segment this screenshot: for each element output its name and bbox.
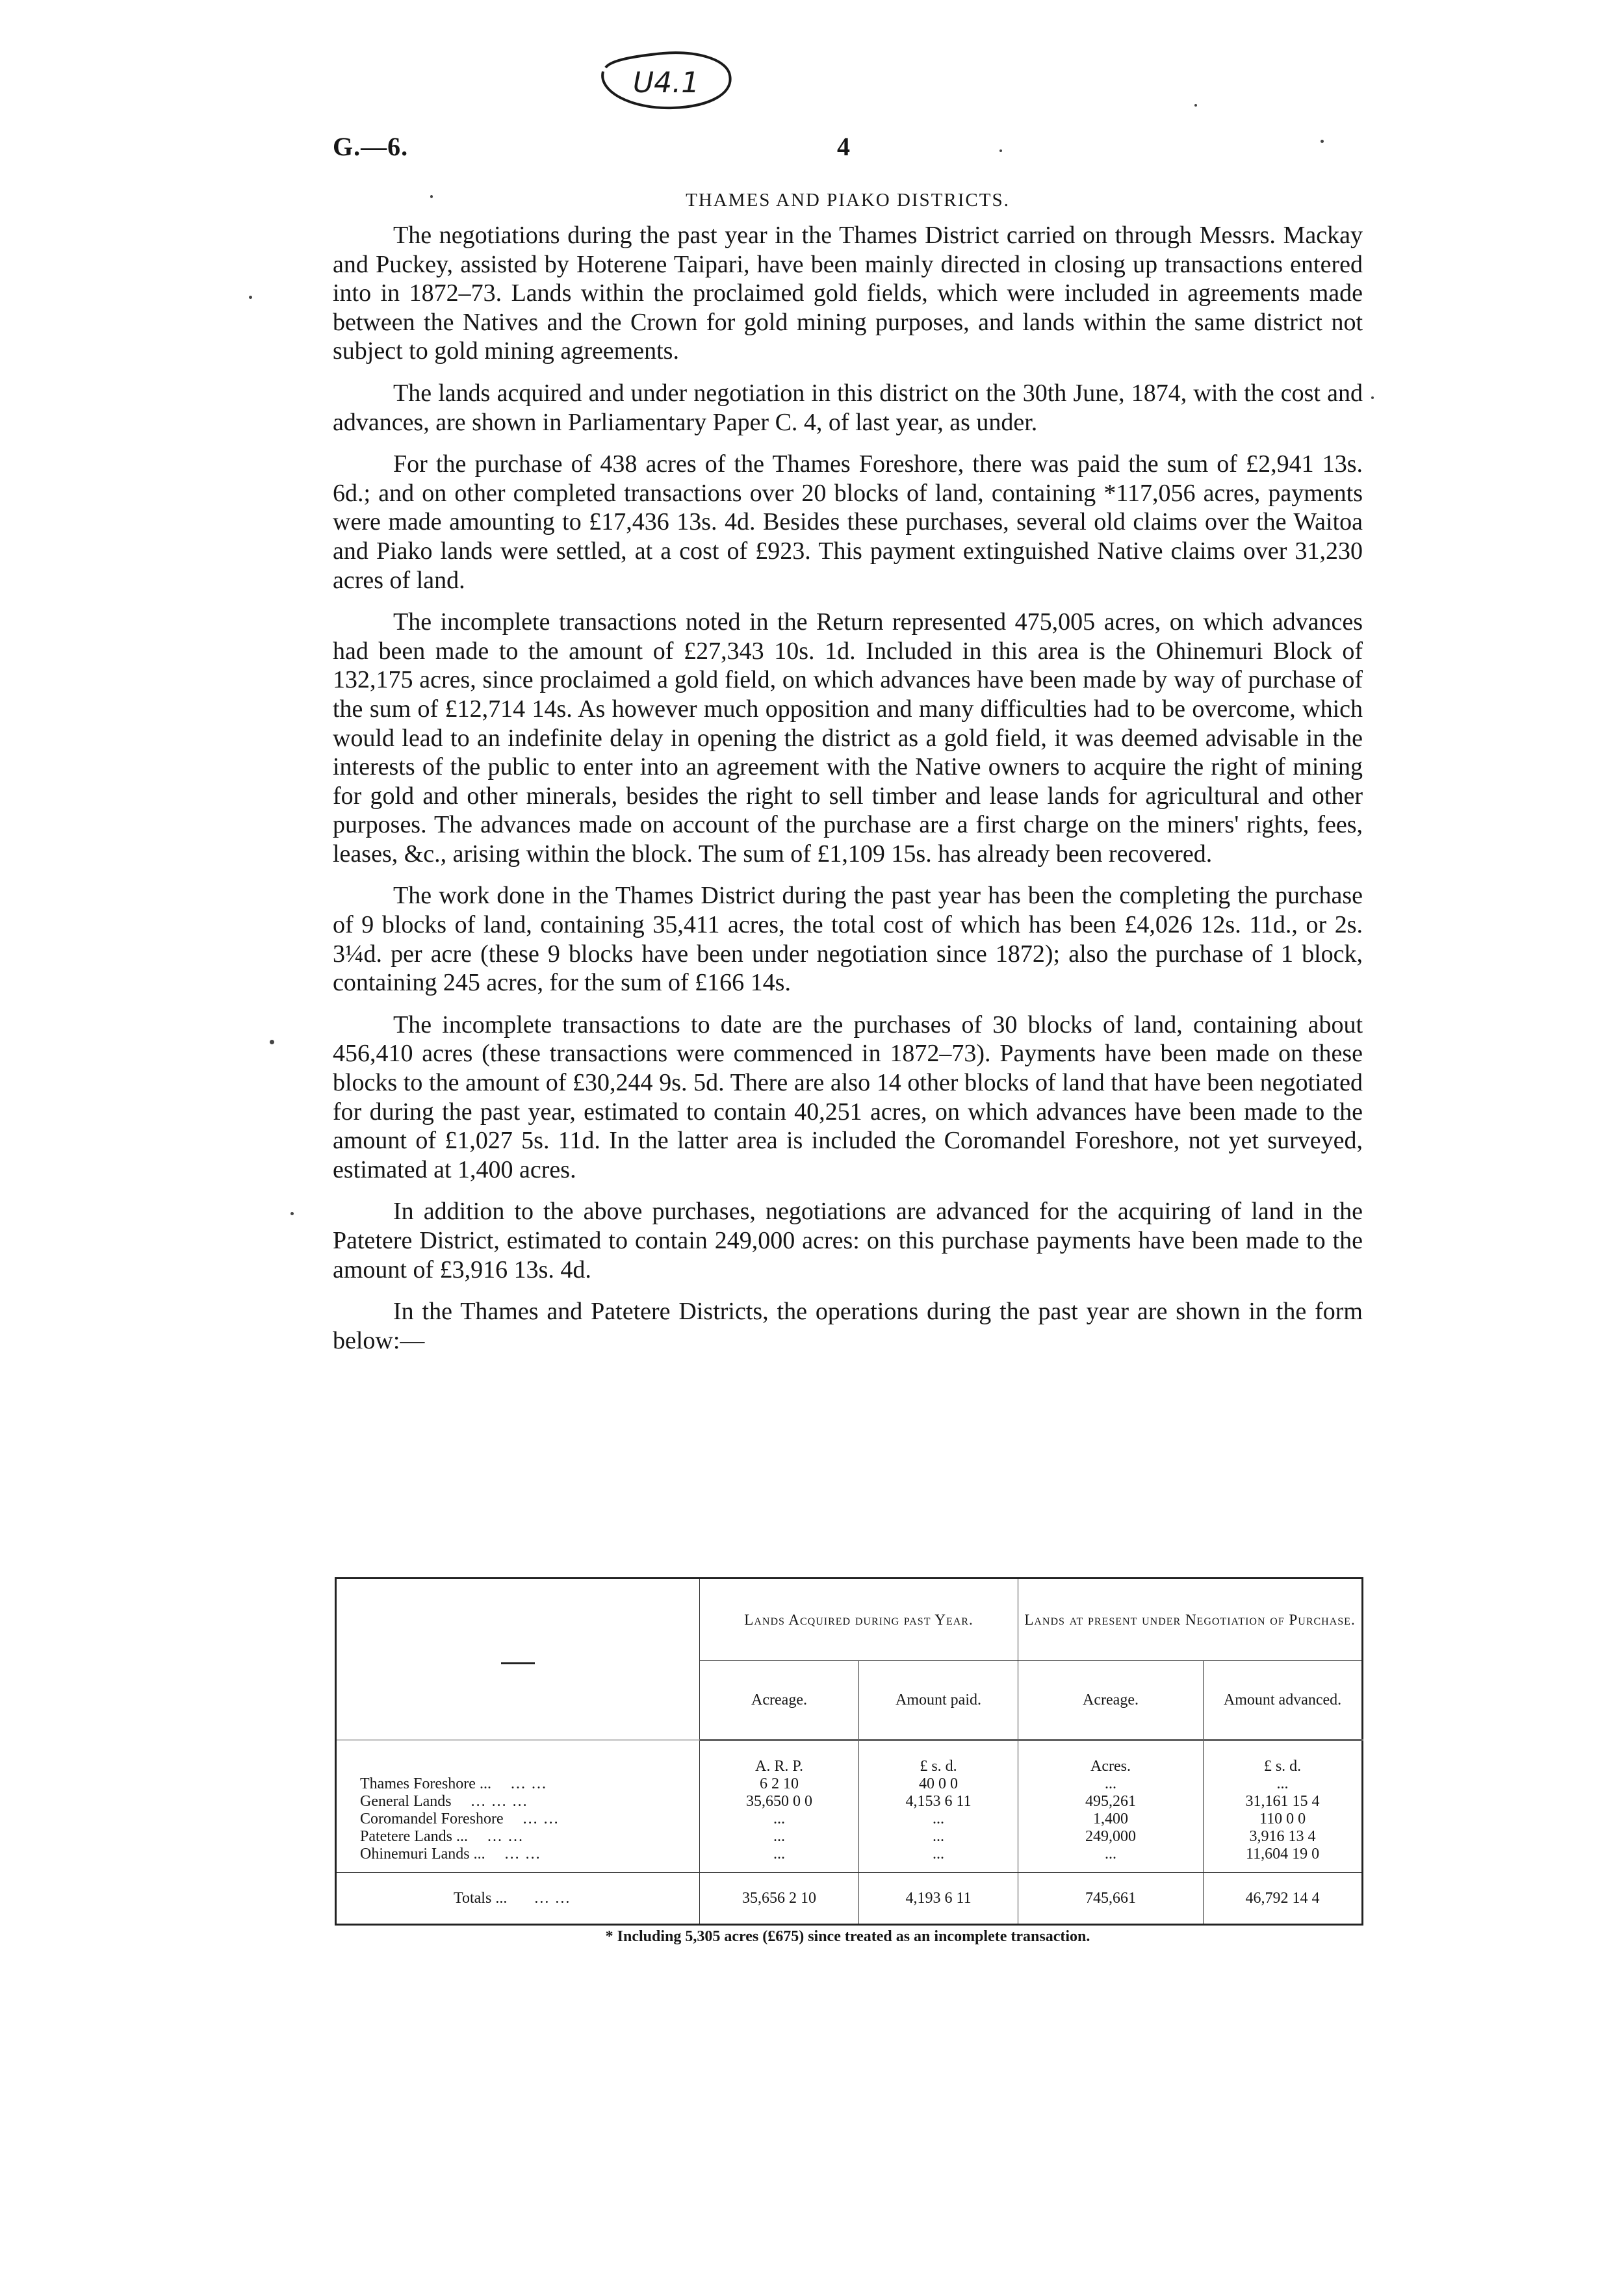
leader-dots: ... ... [504, 1846, 541, 1862]
amount-advanced-cell: 11,604 19 0 [1204, 1846, 1363, 1873]
paragraph: The incomplete transactions noted in the Return represented 475,005 acres, on which advances had been made to the amount of £27,343 10s. 1d. Included in this area is the Ohinemuri Block of 132,175 acres, since proclaimed a gold field, on which advances have been made by way of purchase of the sum of £12,714 14s. As however much opposition and many difficulties had to be overcome, which would lead to an indefinite delay in opening the district as a gold field, it was deemed advisable in the interests of the public to enter into an agreement with the Native owners to acquire the right of mining for gold and other minerals, besides the right to sell timber and lease lands for agricultural and other purposes. The advances made on account of the purchase are a first charge on the miners' rights, fees, leases, &c., arising within the block. The sum of £1,109 15s. has already been recovered. [333, 608, 1363, 868]
paragraph: The negotiations during the past year in the Thames District carried on through Messrs. Mackay and Puckey, assisted by Hoterene Taipari, have been mainly directed in closing up transactions entered into in 1872–73. Lands within the proclaimed gold fields, which were included in agreements made between the Natives and the Crown for gold mining purposes, and lands within the same district not subject to gold mining agreements. [333, 222, 1363, 365]
table-totals-row [336, 1873, 1363, 1925]
scan-speck [1194, 104, 1197, 107]
acreage-negotiation-cell: ... [1018, 1846, 1204, 1873]
column-header: Acreage. [1018, 1661, 1204, 1740]
column-header: Amount advanced. [1204, 1661, 1363, 1740]
scan-speck [270, 1040, 274, 1044]
acreage-negotiation-cell: 249,000 [1018, 1828, 1204, 1846]
leader-dots: ... ... [510, 1775, 547, 1792]
group-header-negotiation: Lands at present under Negotiation of Purchase. [1018, 1579, 1363, 1661]
row-label: Patetere Lands ... [360, 1828, 468, 1845]
amount-advanced-cell: 110 0 0 [1204, 1811, 1363, 1828]
operations-table [335, 1577, 1363, 1926]
scan-speck [1321, 140, 1324, 143]
row-label: Ohinemuri Lands ... [360, 1846, 485, 1862]
leader-dots: ... ... ... [470, 1793, 528, 1810]
leader-dots: ... ... [487, 1828, 524, 1845]
table-row [336, 1811, 1363, 1828]
scan-speck [430, 195, 433, 198]
amount-paid-cell: ... [859, 1846, 1018, 1873]
unit-label: £ s. d. [1204, 1740, 1363, 1776]
page-number: 4 [837, 132, 850, 161]
body-text [333, 221, 1363, 1368]
paragraph: In the Thames and Patetere Districts, the operations during the past year are shown in the form below:— [333, 1298, 1363, 1354]
empty-cell [336, 1740, 700, 1776]
table-row [336, 1775, 1363, 1793]
svg-text:U4.1: U4.1 [632, 66, 700, 99]
document-reference: G.—6. [333, 132, 409, 161]
totals-label: Totals ... [454, 1889, 508, 1907]
paragraph: The lands acquired and under negotiation in this district on the 30th June, 1874, with the cost and advances, are shown in Parliamentary Paper C. 4, of last year, as under. [333, 379, 1363, 436]
leader-dots: ... ... [534, 1889, 571, 1907]
paragraph: For the purchase of 438 acres of the Thames Foreshore, there was paid the sum of £2,941 13s. 6d.; and on other completed transactions over 20 blocks of land, containing *117,056 acres, payments were made amounting to £17,436 13s. 4d. Besides these purchases, several old claims over the Waitoa and Piako lands were settled, at a cost of £923. This payment extinguished Native claims over 31,230 acres of land. [333, 450, 1363, 594]
amount-paid-cell: ... [859, 1828, 1018, 1846]
table-corner-cell [336, 1579, 700, 1740]
total-acreage-negotiation: 745,661 [1018, 1873, 1204, 1925]
dash-mark [501, 1662, 535, 1664]
row-label: Thames Foreshore ... [360, 1775, 491, 1792]
acreage-acquired-cell: ... [700, 1828, 859, 1846]
unit-label: £ s. d. [859, 1740, 1018, 1776]
acreage-acquired-cell: ... [700, 1811, 859, 1828]
acreage-acquired-cell: 6 2 10 [700, 1775, 859, 1793]
amount-advanced-cell: 31,161 15 4 [1204, 1793, 1363, 1811]
amount-paid-cell: 40 0 0 [859, 1775, 1018, 1793]
row-label: Coromandel Foreshore [360, 1811, 504, 1827]
total-amount-paid: 4,193 6 11 [859, 1873, 1018, 1925]
table-row [336, 1846, 1363, 1873]
scan-speck [290, 1212, 294, 1215]
amount-paid-cell: 4,153 6 11 [859, 1793, 1018, 1811]
section-title: THAMES AND PIAKO DISTRICTS. [686, 190, 1010, 211]
table-units-row [336, 1740, 1363, 1776]
acreage-negotiation-cell: 1,400 [1018, 1811, 1204, 1828]
table-group-header-row [336, 1579, 1363, 1661]
paragraph: The incomplete transactions to date are the purchases of 30 blocks of land, containing about 456,410 acres (these transactions were commenced in 1872–73). Payments have been made on these blocks to the amount of £30,244 9s. 5d. There are also 14 other blocks of land that have been negotiated for during the past year, estimated to contain 40,251 acres, on which advances have been made to the amount of £1,027 5s. 11d. In the latter area is included the Coromandel Foreshore, not yet surveyed, estimated at 1,400 acres. [333, 1011, 1363, 1183]
column-header: Amount paid. [859, 1661, 1018, 1740]
group-header-acquired: Lands Acquired during past Year. [700, 1579, 1018, 1661]
acreage-acquired-cell: 35,650 0 0 [700, 1793, 859, 1811]
total-acreage-acquired: 35,656 2 10 [700, 1873, 859, 1925]
amount-paid-cell: ... [859, 1811, 1018, 1828]
total-amount-advanced: 46,792 14 4 [1204, 1873, 1363, 1925]
amount-advanced-cell: ... [1204, 1775, 1363, 1793]
unit-label: Acres. [1018, 1740, 1204, 1776]
paragraph: The work done in the Thames District during the past year has been the completing the purchase of 9 blocks of land, containing 35,411 acres, the total cost of which has been £4,026 12s. 11d., or 2s. 3¼d. per acre (these 9 blocks have been under negotiation since 1872); also the purchase of 1 block, containing 245 acres, for the sum of £166 14s. [333, 882, 1363, 997]
table-row [336, 1828, 1363, 1846]
scan-speck [249, 296, 252, 299]
handwritten-reference-mark [591, 45, 741, 117]
column-header: Acreage. [700, 1661, 859, 1740]
unit-label: A. R. P. [700, 1740, 859, 1776]
acreage-negotiation-cell: ... [1018, 1775, 1204, 1793]
acreage-acquired-cell: ... [700, 1846, 859, 1873]
amount-advanced-cell: 3,916 13 4 [1204, 1828, 1363, 1846]
handwritten-oval-icon [591, 45, 741, 117]
acreage-negotiation-cell: 495,261 [1018, 1793, 1204, 1811]
row-label: General Lands [360, 1793, 452, 1810]
leader-dots: ... ... [522, 1811, 560, 1827]
table-row [336, 1793, 1363, 1811]
scan-speck [999, 149, 1002, 152]
scan-speck [1371, 396, 1374, 399]
footnote: * Including 5,305 acres (£675) since treated as an incomplete transaction. [605, 1928, 1090, 1945]
paragraph: In addition to the above purchases, negotiations are advanced for the acquiring of land in the Patetere District, estimated to contain 249,000 acres: on this purchase payments have been made to the amount of £3,916 13s. 4d. [333, 1198, 1363, 1283]
